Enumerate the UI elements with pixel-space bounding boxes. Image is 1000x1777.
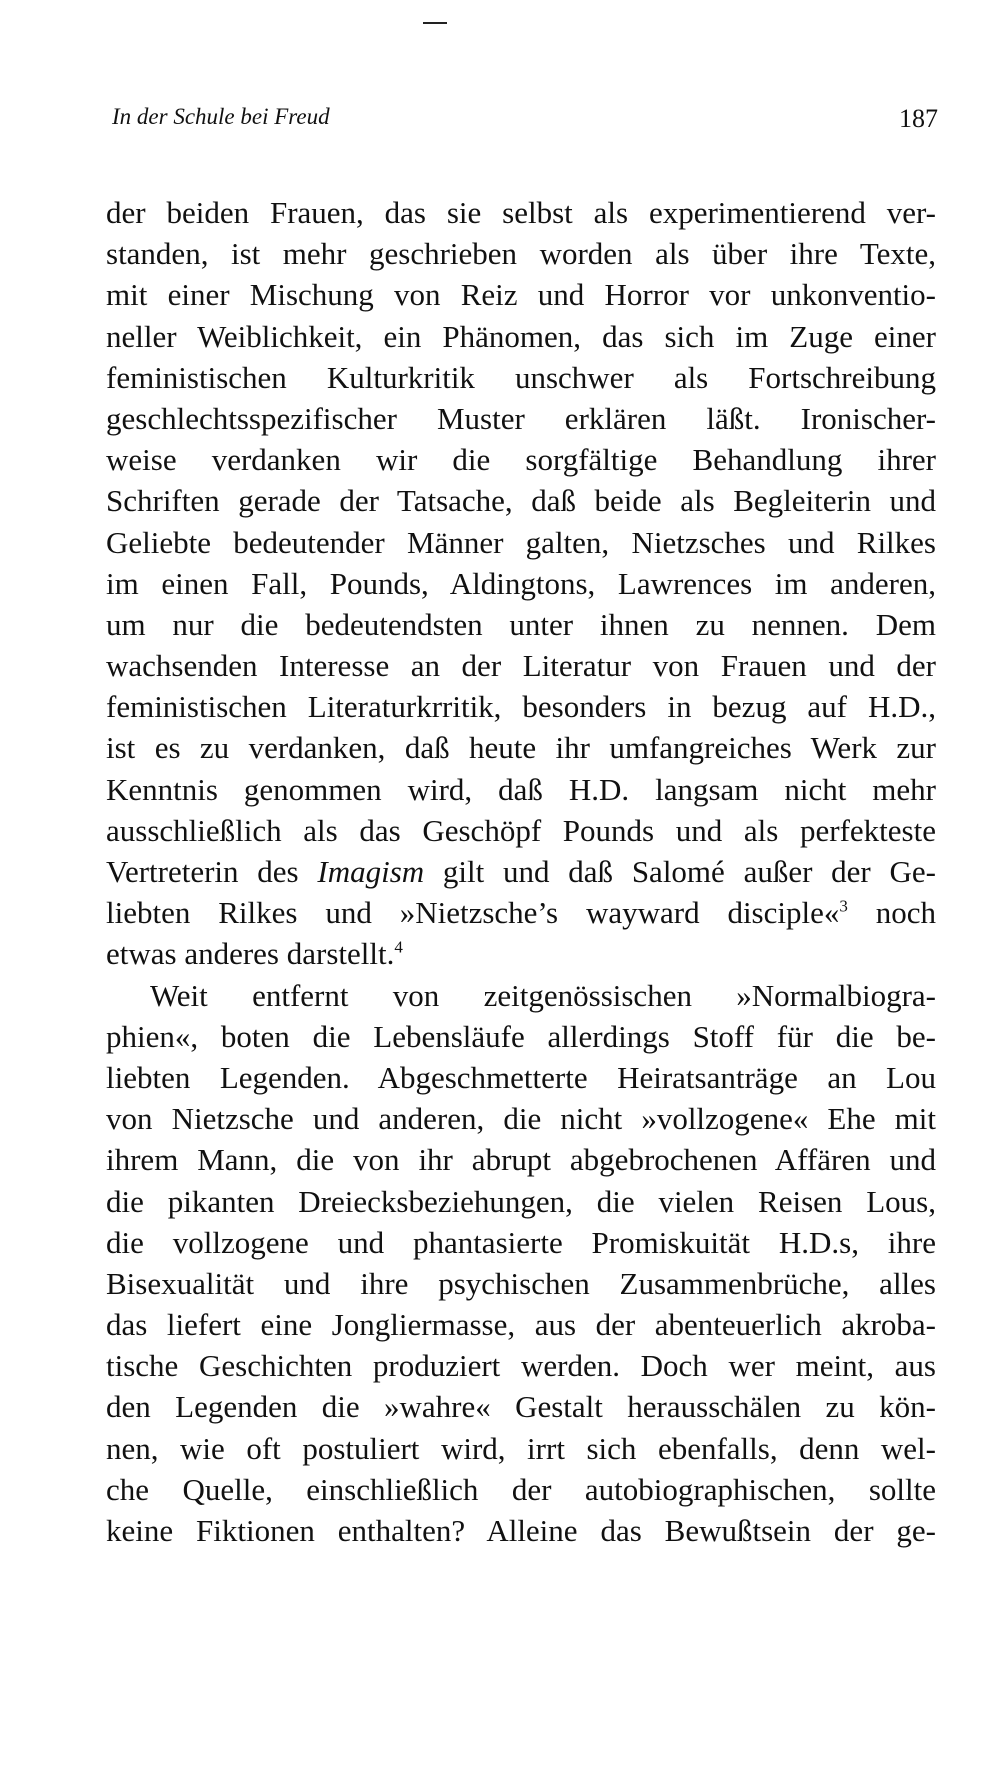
text-line: den Legenden die »wahre« Gestalt herausschälen zu kön- (106, 1389, 936, 1425)
text-line: das liefert eine Jongliermasse, aus der abenteuerlich akroba- (106, 1307, 936, 1343)
text-line: liebten Legenden. Abgeschmetterte Heiratsanträge an Lou (106, 1059, 936, 1095)
text-line: ausschließlich als das Geschöpf Pounds und als perfekteste (106, 812, 936, 848)
paragraph-first-line: Weit entfernt von zeitgenössischen »Normalbiogra- (150, 977, 936, 1013)
text-line: nen, wie oft postuliert wird, irrt sich ebenfalls, denn wel- (106, 1430, 936, 1466)
text-line: feministischen Kulturkritik unschwer als Fortschreibung (106, 359, 936, 395)
text-line: che Quelle, einschließlich der autobiographischen, sollte (106, 1471, 936, 1507)
running-title: In der Schule bei Freud (112, 104, 330, 129)
text-line: ihrem Mann, die von ihr abrupt abgebrochenen Affären und (106, 1142, 936, 1178)
top-rule-mark (423, 22, 447, 24)
text-line: die pikanten Dreiecksbeziehungen, die vielen Reisen Lous, (106, 1183, 936, 1219)
text-line: mit einer Mischung von Reiz und Horror vor unkonventio- (106, 277, 936, 313)
line-fragment: etwas anderes darstellt. (106, 936, 395, 972)
text-line: Schriften gerade der Tatsache, daß beide als Begleiterin und (106, 483, 936, 519)
text-line: ist es zu verdanken, daß heute ihr umfangreiches Werk zur (106, 730, 936, 766)
text-line-footnote-3 (106, 892, 936, 933)
text-line: standen, ist mehr geschrieben worden als über ihre Texte, (106, 236, 936, 272)
text-line-footnote-4 (106, 933, 936, 974)
footnote-marker: 4 (394, 938, 403, 958)
text-line: phien«, boten die Lebensläufe allerdings Stoff für die be- (106, 1018, 936, 1054)
text-line: von Nietzsche und anderen, die nicht »vollzogene« Ehe mit (106, 1101, 936, 1137)
text-line: geschlechtsspezifischer Muster erklären läßt. Ironischer- (106, 400, 936, 436)
text-line: Kenntnis genommen wird, daß H.D. langsam nicht mehr (106, 771, 936, 807)
italic-term: Imagism (317, 854, 425, 889)
text-line: feministischen Literaturkrritik, besonders in bezug auf H.D., (106, 689, 936, 725)
text-line: die vollzogene und phantasierte Promiskuität H.D.s, ihre (106, 1224, 936, 1260)
line-fragment: noch (847, 895, 936, 931)
page-number: 187 (899, 104, 938, 133)
line-fragment: gilt und daß Salomé außer der Ge- (424, 854, 936, 889)
text-line: keine Fiktionen enthalten? Alleine das Bewußtsein der ge- (106, 1513, 936, 1548)
text-line: tische Geschichten produziert werden. Doch wer meint, aus (106, 1348, 936, 1384)
body-text (106, 192, 936, 1551)
footnote-marker: 3 (839, 896, 848, 916)
line-fragment: liebten Rilkes und »Nietzsche’s wayward disciple« (106, 895, 840, 931)
text-line: neller Weiblichkeit, ein Phänomen, das sich im Zuge einer (106, 318, 936, 354)
text-line: weise verdanken wir die sorgfältige Behandlung ihrer (106, 442, 936, 478)
text-line-imagism (106, 851, 936, 892)
text-line: im einen Fall, Pounds, Aldingtons, Lawrences im anderen, (106, 565, 936, 601)
line-fragment: Vertreterin des (106, 854, 318, 889)
text-line: wachsenden Interesse an der Literatur von Frauen und der (106, 648, 936, 684)
text-line: Bisexualität und ihre psychischen Zusammenbrüche, alles (106, 1265, 936, 1301)
text-line: Geliebte bedeutender Männer galten, Nietzsches und Rilkes (106, 524, 936, 560)
text-line: der beiden Frauen, das sie selbst als experimentierend ver- (106, 195, 936, 230)
text-line: um nur die bedeutendsten unter ihnen zu nennen. Dem (106, 606, 936, 642)
